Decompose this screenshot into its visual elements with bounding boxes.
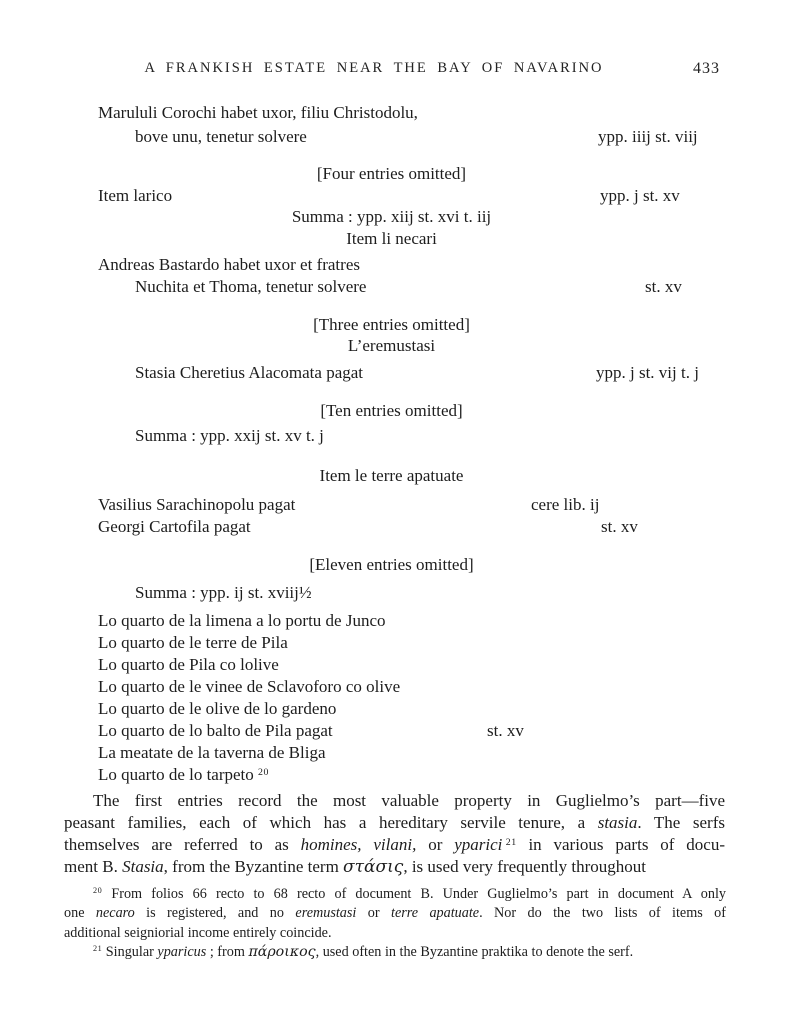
text-segment: , is used very frequently throughout [403,857,647,876]
text-segment: ment B. [64,857,123,876]
page-title: A FRANKISH ESTATE NEAR THE BAY OF NAVARINO [144,60,604,76]
ledger-entry-row [0,743,787,766]
paragraph-line [64,834,725,856]
text-segment: La meatate de la taverna de Bliga [98,743,326,762]
ledger-entry-text [98,186,172,206]
text-segment: Lo quarto de lo tarpeto [98,765,259,784]
ledger-entry-row [0,103,787,126]
text-segment: [Four entries omitted] [316,164,467,183]
ledger-entry-row [0,655,787,678]
ledger-entry-row [0,765,787,788]
ledger-entry-text [64,164,719,184]
ledger-heading-row [0,207,787,230]
ledger-entry-row [0,127,787,150]
page-number: 433 [693,60,720,77]
text-segment: Lo quarto de le olive de lo gardeno [98,699,337,718]
italic-term: yparicus [157,943,207,960]
text-segment: Summa : ypp. xxij st. xv t. j [135,426,324,445]
text-segment: or [356,905,391,922]
ledger-entry-text [98,633,288,653]
ledger-heading-row [0,466,787,489]
ledger-entry-text [98,517,251,537]
footnotes [64,885,726,962]
text-segment: Nuchita et Thoma, tenetur solvere [135,277,367,296]
text-segment: [Ten entries omitted] [320,401,463,420]
ledger-entry-text [98,721,333,741]
italic-term: Stasia [122,857,164,876]
text-segment: peasant families, each of which has a hereditary servile tenure, a [64,813,598,832]
text-segment: . Nor do the two lists of items of [479,905,726,922]
ledger-entry-text [98,765,269,785]
ledger-entry-text [98,611,386,631]
text-segment: Lo quarto de la limena a lo portu de Junco [98,611,386,630]
text-segment: Item le terre apatuate [319,466,464,485]
text-segment: is registered, and no [134,905,296,922]
text-segment: Lo quarto de lo balto de Pila pagat [98,721,333,740]
ledger-heading-row [0,555,787,578]
text-segment: Summa : ypp. ij st. xviij½ [135,583,312,602]
footnote-marker: 21 [505,836,517,848]
text-segment: Lo quarto de Pila co lolive [98,655,279,674]
ledger-entry-row [0,721,787,744]
ledger-entry-text [98,103,418,123]
ledger-heading-row [0,229,787,252]
ledger-heading-row [0,336,787,359]
footnote-marker: 20 [93,886,103,896]
ledger-amount: st. xv [487,721,524,740]
text-segment: [Three entries omitted] [313,315,470,334]
paragraph-line [64,790,725,812]
ledger-entry-text [98,255,360,275]
text-segment: Andreas Bastardo habet uxor et fratres [98,255,360,274]
ledger-entry-text [64,336,719,356]
text-segment: bove unu, tenetur solvere [135,127,307,146]
ledger-heading-row [0,164,787,187]
footnote-line [64,924,726,943]
ledger-heading-row [0,315,787,338]
greek-term: στάσις [343,857,404,877]
ledger-amount: st. xv [645,277,682,296]
ledger-entry-text [64,466,719,486]
text-segment: ; from [206,943,249,960]
ledger-entry-row [0,611,787,634]
ledger-entry-text [135,426,324,446]
ledger-entry-text [98,743,326,763]
ledger-amount: ypp. j st. vij t. j [596,363,699,382]
ledger-entry-row [0,517,787,540]
greek-term: πάροικος [248,943,316,960]
italic-term: yparici [454,835,503,854]
ledger-entry-row [0,363,787,386]
footnote-line [64,885,726,904]
text-segment: , used often in the Byzantine praktika to denote the serf. [315,943,634,960]
text-segment: Georgi Cartofila pagat [98,517,251,536]
text-segment: Stasia Cheretius Alacomata pagat [135,363,364,382]
ledger-entry-row [0,277,787,300]
ledger-entry-text [135,363,363,383]
ledger-entry-text [64,315,719,335]
ledger-entry-text [98,495,295,515]
text-segment: themselves are referred to as [64,835,301,854]
paragraph-line [64,856,725,878]
text-segment: one [64,905,96,922]
ledger-entry-text [135,583,312,603]
ledger-entry-text [98,677,400,697]
text-segment: Item larico [98,186,173,205]
text-segment: . The serfs [637,813,725,832]
text-segment: L’eremustasi [347,336,436,355]
ledger-amount: st. xv [601,517,638,536]
ledger-entry-row [0,677,787,700]
paragraph-line [64,812,725,834]
text-segment: Lo quarto de le terre de Pila [98,633,288,652]
ledger-entry-text [64,555,719,575]
text-segment: Summa : ypp. xiij st. xvi t. iij [291,207,492,226]
ledger-entry-row [0,426,787,449]
ledger-entry-text [64,401,719,421]
footnote-marker: 20 [258,766,269,778]
ledger-entry-row [0,699,787,722]
text-segment: Vasilius Sarachinopolu pagat [98,495,296,514]
ledger-amount: ypp. iiij st. viij [598,127,698,146]
italic-term: eremustasi [295,905,357,922]
text-segment: , from the Byzantine term [163,857,344,876]
footnote-line [64,943,726,962]
italic-term: stasia [597,813,638,832]
ledger-entry-row [0,633,787,656]
ledger-entry-row [0,255,787,278]
ledger-entry-text [64,207,719,227]
footnote-marker: 21 [93,944,103,954]
text-segment: additional seigniorial income entirely coincide. [64,924,332,941]
text-segment: or [416,835,455,854]
body-paragraph [64,790,725,878]
footnote-line [64,904,726,923]
italic-term: terre apatuate [391,905,480,922]
ledger-entry-row [0,583,787,606]
ledger-amount: ypp. j st. xv [600,186,680,205]
ledger-entry-row [0,186,787,209]
ledger-entry-text [135,277,366,297]
text-segment: Lo quarto de le vinee de Sclavoforo co olive [98,677,401,696]
ledger-entry-text [64,229,719,249]
text-segment: From folios 66 recto to 68 recto of document B. Under Guglielmo’s part in document A only [102,886,726,902]
ledger-entry-text [98,699,336,719]
text-segment: Item li necari [346,229,437,248]
ledger-amount: cere lib. ij [531,495,600,514]
ledger-entry-text [135,127,307,147]
text-segment: Marululi Corochi habet uxor, filiu Christodolu, [98,103,418,122]
ledger-entry-row [0,495,787,518]
italic-term: necaro [95,905,135,922]
text-segment: in various parts of docu- [516,835,725,854]
text-segment: [Eleven entries omitted] [309,555,474,574]
ledger-heading-row [0,401,787,424]
ledger-entry-text [98,655,279,675]
italic-term: homines, vilani, [300,835,417,854]
text-segment: The first entries record the most valuable property in Guglielmo’s part—five [93,791,725,810]
text-segment: Singular [102,943,158,960]
